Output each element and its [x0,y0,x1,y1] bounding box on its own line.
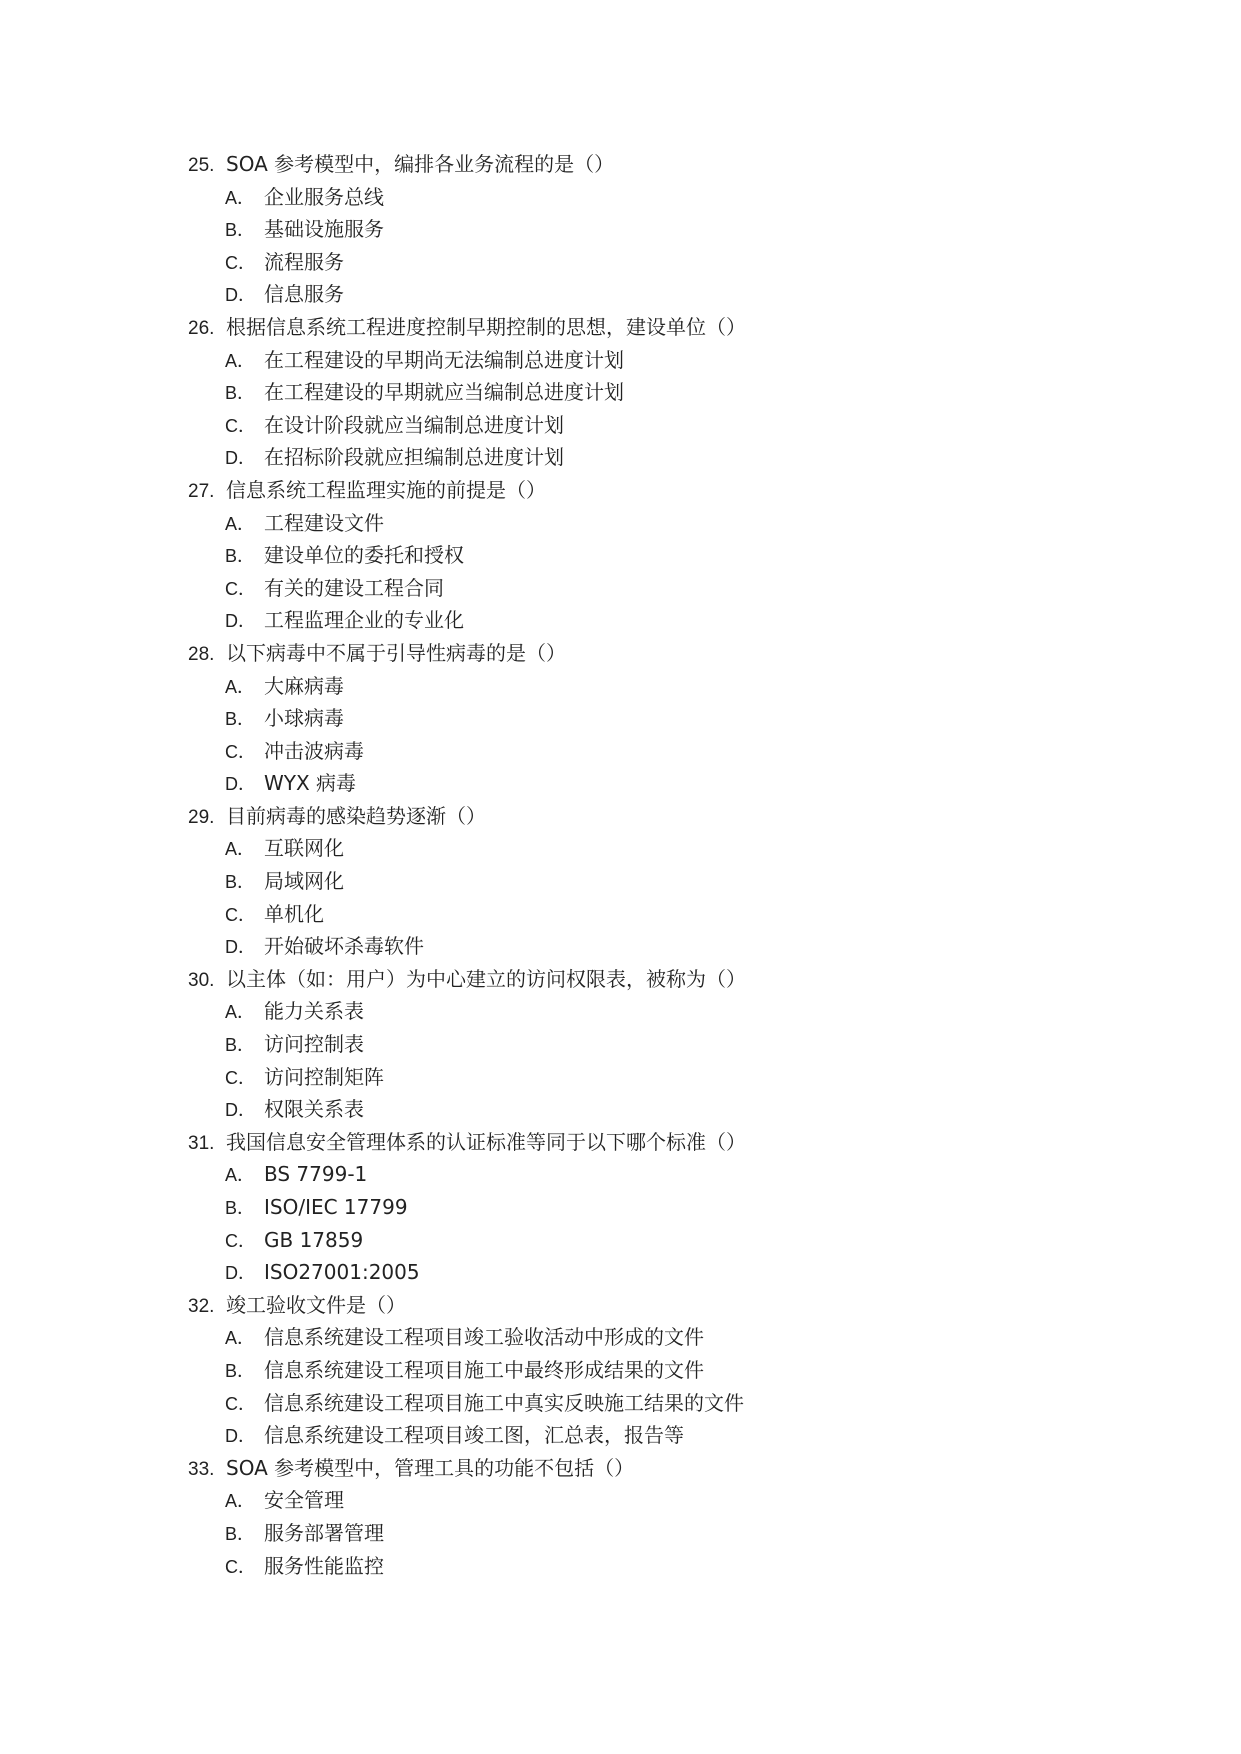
option-line [0,1028,1241,1061]
question-text: 以主体（如：用户）为中心建立的访问权限表，被称为（） [226,966,746,991]
option-label: B． [225,1198,256,1218]
question-line [0,1289,1241,1322]
option-line [0,930,1241,963]
option-line [0,767,1241,800]
option-text: 建设单位的委托和授权 [264,543,464,568]
question-number: 26. [188,317,215,339]
question-number: 32. [188,1295,215,1317]
option-label: A． [225,676,256,697]
option-label: A． [225,1328,256,1349]
option-line [0,344,1241,377]
option-label: A． [225,839,256,860]
option-label: D． [225,448,256,469]
question-text: SOA 参考模型中，编排各业务流程的是（） [226,152,615,176]
option-label: D． [225,285,256,306]
option-label: D． [225,1100,256,1121]
option-text: 基础设施服务 [264,217,384,242]
option-line [0,865,1241,898]
option-text: 访问控制表 [264,1032,364,1057]
question-number: 28. [188,643,215,665]
option-label: C． [225,1230,256,1251]
option-text: 在工程建设的早期尚无法编制总进度计划 [264,347,624,372]
option-label: D． [225,774,256,795]
option-text: 工程建设文件 [264,510,384,535]
option-label: B． [225,1523,256,1544]
option-line [0,278,1241,311]
question-text: 根据信息系统工程进度控制早期控制的思想，建设单位（） [226,314,746,339]
question-number: 29. [188,806,215,828]
question-line [0,148,1241,181]
option-label: C． [225,904,256,925]
option-text: 在招标阶段就应担编制总进度计划 [264,445,564,470]
question-number: 31. [188,1132,215,1154]
option-label: C． [225,252,256,273]
option-line [0,246,1241,279]
question-number: 27. [188,480,215,502]
option-text: 工程监理企业的专业化 [264,608,464,633]
option-text: 安全管理 [264,1488,344,1513]
option-text: 信息服务 [264,282,344,307]
question-line [0,311,1241,344]
question-line [0,474,1241,507]
option-text: 权限关系表 [264,1097,364,1122]
question-number: 25. [188,155,215,176]
option-label: C． [225,1556,256,1577]
option-line [0,181,1241,214]
option-line [0,1093,1241,1126]
option-text: 小球病毒 [264,706,344,731]
option-text: 企业服务总线 [264,184,384,209]
option-label: C． [225,741,256,762]
option-line [0,735,1241,768]
option-line [0,1061,1241,1094]
option-text: 能力关系表 [264,999,364,1024]
option-text: 访问控制矩阵 [264,1064,384,1089]
option-text: 流程服务 [264,249,344,274]
option-text: WYX 病毒 [264,771,357,796]
option-line [0,1191,1241,1224]
option-text: GB 17859 [264,1227,364,1252]
option-text: 局域网化 [264,869,344,894]
option-line [0,1224,1241,1257]
option-label: B． [225,1035,256,1056]
question-line [0,963,1241,996]
option-label: D． [225,611,256,632]
option-line [0,1158,1241,1191]
option-text: 服务部署管理 [264,1520,384,1545]
option-line [0,1256,1241,1289]
option-line [0,1321,1241,1354]
question-line [0,1452,1241,1485]
option-label: A． [225,1165,256,1186]
option-text: 服务性能监控 [264,1553,384,1578]
option-label: A． [225,513,256,534]
option-label: B． [225,709,256,730]
option-line [0,507,1241,540]
option-label: A． [225,1491,256,1512]
option-label: B． [225,872,256,893]
option-text: 单机化 [264,901,324,926]
option-text: 大麻病毒 [264,673,344,698]
question-text: 我国信息安全管理体系的认证标准等同于以下哪个标准（） [226,1129,746,1154]
option-text: 在工程建设的早期就应当编制总进度计划 [264,380,624,405]
option-line [0,376,1241,409]
option-line [0,832,1241,865]
option-label: C． [225,1393,256,1414]
option-text: 互联网化 [264,836,344,861]
option-label: C． [225,1067,256,1088]
document-page [0,148,1241,1582]
option-label: B． [225,220,256,241]
option-label: C． [225,415,256,436]
option-line [0,441,1241,474]
option-label: A． [225,1002,256,1023]
option-text: 有关的建设工程合同 [264,575,444,600]
option-label: D． [225,1426,256,1447]
option-line [0,898,1241,931]
option-line [0,1387,1241,1420]
option-label: B． [225,546,256,567]
option-label: A． [225,187,256,208]
option-text: 开始破坏杀毒软件 [264,934,424,959]
option-text: BS 7799-1 [264,1162,368,1187]
option-line [0,995,1241,1028]
option-text: 冲击波病毒 [264,738,364,763]
question-text: SOA 参考模型中，管理工具的功能不包括（） [226,1455,635,1480]
option-label: D． [225,937,256,958]
option-label: B． [225,1360,256,1381]
option-text: ISO27001:2005 [264,1260,420,1285]
question-line [0,1126,1241,1159]
option-line [0,572,1241,605]
option-line [0,604,1241,637]
option-line [0,1550,1241,1583]
option-line [0,1354,1241,1387]
option-text: 在设计阶段就应当编制总进度计划 [264,412,564,437]
option-line [0,213,1241,246]
option-text: 信息系统建设工程项目施工中最终形成结果的文件 [264,1357,704,1382]
question-text: 目前病毒的感染趋势逐渐（） [226,803,486,828]
option-line [0,670,1241,703]
option-line [0,702,1241,735]
question-number: 30. [188,969,215,991]
question-line [0,637,1241,670]
option-line [0,539,1241,572]
option-text: 信息系统建设工程项目竣工验收活动中形成的文件 [264,1325,704,1350]
option-text: 信息系统建设工程项目施工中真实反映施工结果的文件 [264,1390,744,1415]
option-label: C． [225,578,256,599]
option-text: 信息系统建设工程项目竣工图，汇总表，报告等 [264,1423,684,1448]
option-label: D． [225,1263,256,1284]
option-label: A． [225,350,256,371]
option-line [0,1484,1241,1517]
question-number: 33. [188,1458,215,1480]
question-text: 信息系统工程监理实施的前提是（） [226,477,546,502]
question-text: 以下病毒中不属于引导性病毒的是（） [226,640,566,665]
option-text: ISO/IEC 17799 [264,1195,408,1219]
question-line [0,800,1241,833]
option-line [0,1517,1241,1550]
option-line [0,409,1241,442]
question-text: 竣工验收文件是（） [226,1292,406,1317]
option-line [0,1419,1241,1452]
option-label: B． [225,383,256,404]
